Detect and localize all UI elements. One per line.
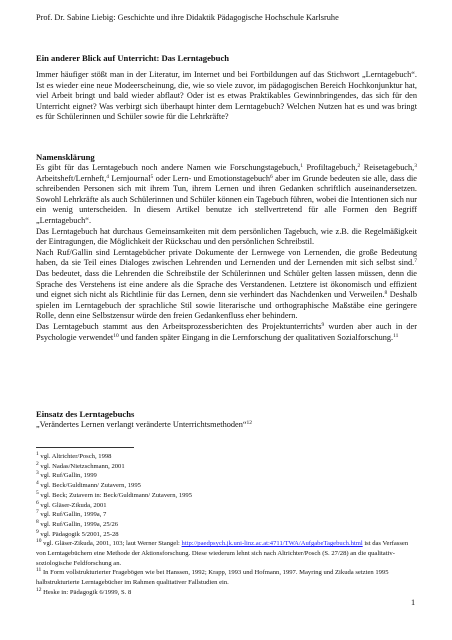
footnote-item: $^1$ vgl. Altrichter/Posch, 1998 — [36, 451, 112, 460]
section-heading-namensklaerung: Namensklärung — [36, 152, 95, 162]
footnote-ref: 9 — [321, 321, 325, 328]
footnote-ref: 12 — [246, 420, 253, 426]
section-heading-einsatz: Einsatz des Lerntagebuchs — [36, 409, 135, 419]
footnote-item: $^4$ vgl. Beck/Guldimann/ Zutavern, 1995 — [36, 480, 141, 490]
document-title: Ein anderer Blick auf Unterricht: Das Lerntagebuch — [36, 53, 230, 63]
section-body-namensklaerung — [36, 163, 417, 343]
intro-text: Immer häufiger stößt man in der Literatur, im Internet und bei Fortbildungen auf das Stichwort „Lerntagebuch“. Ist es wieder eine neue Modeerscheinung, die, wie so viele zuvor, im pädagogischen Bereich Hochkonjunktur hat, viel Arbeit bringt und bald wieder abflaut? Oder ist es etwas Praktikables Gewinnbringendes, das sich für den Unterricht eignet? Was verbirgt sich überhaupt hinter dem Lerntagebuch? Welchen Nutzen hat es und was bringt es für Schülerinnen und Schüler sowie für die Lehrkräfte? — [36, 70, 417, 122]
footnote-item: $^5$ vgl. Beck; Zutavern in: Beck/Guldimann/ Zutavern, 1995 — [36, 489, 193, 499]
page-header: Prof. Dr. Sabine Liebig: Geschichte und ihre Didaktik Pädagogische Hochschule Karlsruhe — [36, 13, 339, 22]
footnote-item: $^{12}$ Heske in: Pädagogik 6/1999, S. 8 — [36, 586, 132, 596]
footnote-ref: 5 — [150, 173, 154, 180]
footnote-item: $^7$ vgl. Ruf/Gallin, 1999a, 7 — [36, 509, 107, 519]
paragraph-diary-comparison: Das Lerntagebuch hat durchaus Gemeinsamkeiten mit dem persönlichen Tagebuch, wie z.B. die Regelmäßigkeit der Eintragungen, die Möglichkeit der Rückschau und den persönlichen Schreibstil. — [36, 226, 417, 247]
footnote-ref: 6 — [269, 173, 273, 180]
footnote-item: $^{11}$ In Form vollstrukturierter Fragebögen wie bei Hanssen, 1992; Krapp, 1993 und Hofmann, 1997. Mayring und Zikuda setzten 1995 halbstrukturierte Lerntagebücher im Rahmen qualitativer Fallstudien ein. — [36, 567, 389, 587]
footnote-item: $^{10}$ vgl. Gläser-Zikuda, 2001, 103; laut Werner Stangel: http://paedpsych.jk.uni-linz.ac.at:4711/TWA/AufgabeTagebuch.html ist das Verfassen von Lerntagebüchern eine Methode der Aktionsforschung. Diese wiederum lehnt sich nach Altrichter/Posch (S. 27/28) an die qualitativ-soziologische Feldforschung an. — [36, 538, 409, 567]
footnote-link[interactable]: http://paedpsych.jk.uni-linz.ac.at:4711/TWA/AufgabeTagebuch.html — [181, 540, 363, 548]
intro-paragraph — [36, 70, 417, 123]
footnote-item: $^8$ vgl. Ruf/Gallin, 1999a, 25/26 — [36, 518, 119, 528]
footnote-item: $^6$ vgl. Gläser-Zikuda, 2001 — [36, 499, 107, 509]
quote-text: „Verändertes Lernen verlangt veränderte Unterrichtsmethoden“ — [36, 420, 247, 429]
paragraph-origin: Das Lerntagebuch stammt aus den Arbeitsprozessberichten des Projektunterrichts$^9$ wurden aber auch in der Psychologie verwendet$^{10}$ und fanden später Eingang in die Lernforschung der qualitativen Sozialforschung.$^{11}$ — [36, 321, 417, 342]
paragraph-ruf-gallin: Nach Ruf/Gallin sind Lerntagebücher private Dokumente der Lernwege von Lernenden, die große Bedeutung haben, da sie Teil eines Dialoges zwischen Lehrenden und Lernenden und der Lernenden mit sich selbst sind.$^7$ Das bedeutet, dass die Lehrenden die Schreibstile der Schülerinnen und Schüler gelten lassen müssen, denn die Sprache des Verstehens ist eine andere als die Sprache des Verstandenen. Letztere ist ökonomisch und effizient und eignet sich nicht als Richtlinie für das Lernen, denn sie verhindert das Nachdenken und Verweilen.$^8$ Deshalb spielen im Lerntagebuch der sprachliche Stil sowie literarische und orthographische Maßstäbe eine geringere Rolle, denn eine Selbstzensur würde den freien Gedankenfluss eher behindern. — [36, 247, 417, 321]
paragraph-names: Es gibt für das Lerntagebuch noch andere Namen wie Forschungstagebuch,$^1$ Profiltagebuch,$^2$ Reisetagebuch,$^3$ Arbeitsheft/Lernheft,$^4$ Lernjournal$^5$ oder Lern- und Emotionstagebuch$^6$ aber im Grunde bedeuten sie alle, dass die schreibenden Personen sich mit ihrem Tun, ihrem Lernen und ihren Gedanken schriftlich auseinandersetzen. Sowohl Lehrkräfte als auch Schülerinnen und Schüler können ein Tagebuch führen, wobei die Intentionen sich nur ein wenig unterscheiden. In diesem Artikel benutze ich stellvertretend für alle Formen den Begriff „Lerntagebuch“. — [36, 163, 418, 225]
footnote-item: $^9$ vgl. Pädagogik 5/2001, 25-28 — [36, 528, 119, 538]
footnote-ref: 4 — [106, 173, 110, 180]
footnote-ref: 11 — [393, 332, 399, 339]
footnote-ref: 10 — [113, 332, 119, 339]
section-quote — [36, 420, 417, 431]
page-number: 1 — [411, 598, 416, 607]
footnote-ref: 3 — [414, 163, 418, 169]
footnote-ref: 1 — [300, 163, 303, 169]
footnote-item: $^2$ vgl. Nadas/Nietzschmann, 2001 — [36, 460, 125, 470]
footnote-ref: 7 — [414, 258, 417, 265]
footnote-item: $^3$ vgl. Ruf/Gallin, 1999 — [36, 470, 97, 480]
footnotes — [36, 452, 417, 598]
footnote-ref: 2 — [357, 163, 361, 169]
footnote-divider — [36, 447, 134, 448]
footnote-ref: 8 — [384, 290, 388, 297]
